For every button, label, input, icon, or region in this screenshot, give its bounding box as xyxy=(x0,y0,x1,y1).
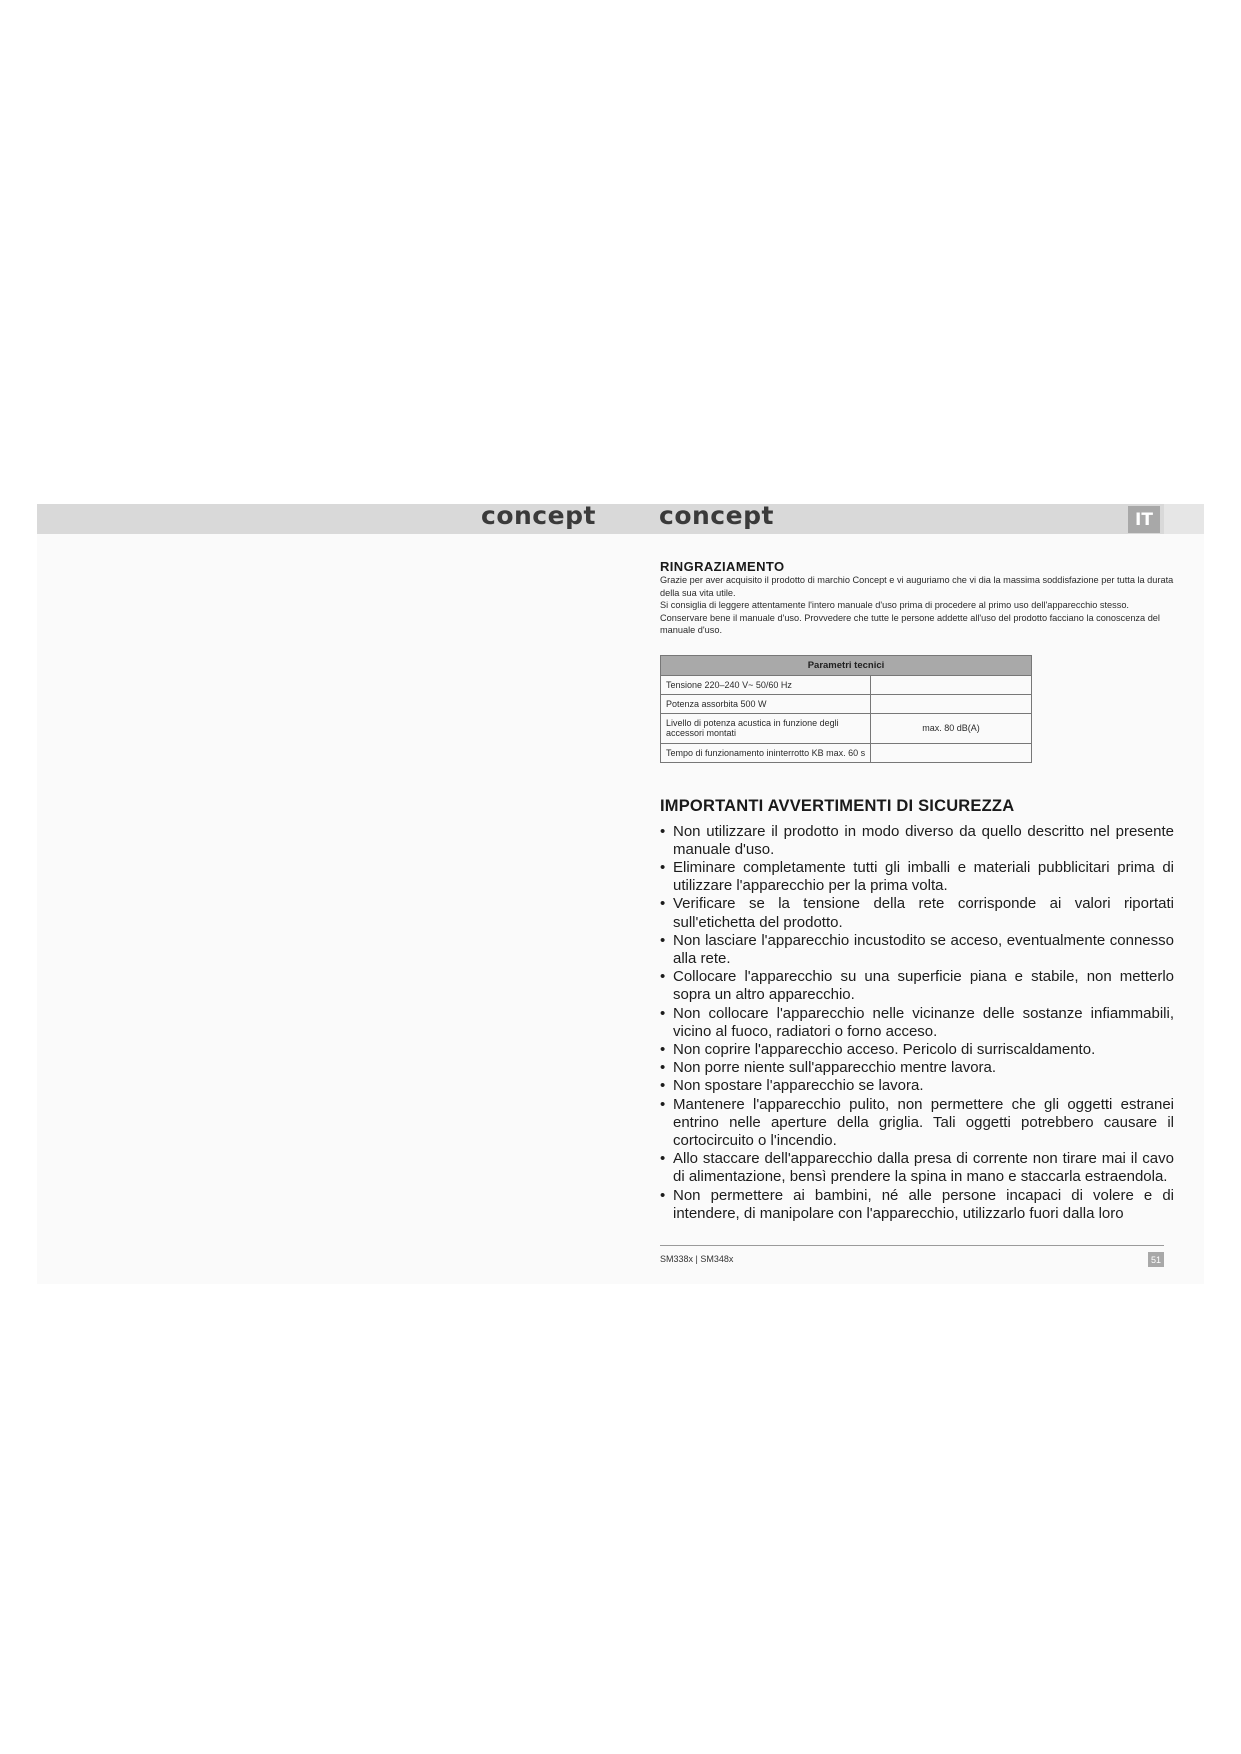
spec-value: max. 80 dB(A) xyxy=(871,713,1032,743)
table-row xyxy=(661,694,1032,713)
spec-label: Tempo di funzionamento ininterrotto KB max. 60 s xyxy=(661,743,871,762)
list-item: • Verificare se la tensione della rete corrisponde ai valori riportati sull'etichetta del prodotto. xyxy=(660,895,1174,931)
table-row xyxy=(661,743,1032,762)
spec-value xyxy=(871,743,1032,762)
list-item: • Non porre niente sull'apparecchio mentre lavora. xyxy=(660,1059,1174,1077)
spec-value xyxy=(871,694,1032,713)
safety-list xyxy=(660,823,1174,1223)
header-tab xyxy=(1164,504,1204,534)
safety-title: IMPORTANTI AVVERTIMENTI DI SICUREZZA xyxy=(660,796,1015,815)
table-row xyxy=(661,713,1032,743)
list-item: • Allo staccare dell'apparecchio dalla presa di corrente non tirare mai il cavo di alimentazione, bensì prendere la spina in mano e staccarla estraendola. xyxy=(660,1150,1174,1186)
list-item: • Collocare l'apparecchio su una superficie piana e stabile, non metterlo sopra un altro apparecchio. xyxy=(660,968,1174,1004)
page-number: 51 xyxy=(1148,1252,1164,1267)
table-row xyxy=(661,675,1032,694)
list-item: • Eliminare completamente tutti gli imballi e materiali pubblicitari prima di utilizzare l'apparecchio per la prima volta. xyxy=(660,859,1174,895)
list-item: • Non utilizzare il prodotto in modo diverso da quello descritto nel presente manuale d'uso. xyxy=(660,823,1174,859)
spec-label: Livello di potenza acustica in funzione degli accessori montati xyxy=(661,713,871,743)
spec-label: Tensione 220–240 V~ 50/60 Hz xyxy=(661,675,871,694)
thanks-title: RINGRAZIAMENTO xyxy=(660,559,785,574)
header-bar xyxy=(37,504,1204,534)
specs-table-header: Parametri tecnici xyxy=(661,655,1032,675)
footer-divider xyxy=(660,1245,1164,1246)
brand-logo-left: concept xyxy=(481,501,596,530)
spec-value xyxy=(871,675,1032,694)
language-badge: IT xyxy=(1128,506,1160,533)
footer-model: SM338x | SM348x xyxy=(660,1254,734,1264)
list-item: • Non spostare l'apparecchio se lavora. xyxy=(660,1077,1174,1095)
list-item: • Mantenere l'apparecchio pulito, non permettere che gli oggetti estranei entrino nelle aperture della griglia. Tali oggetti potrebbero causare il cortocircuito o l'incendio. xyxy=(660,1096,1174,1151)
specs-table xyxy=(660,655,1032,763)
list-item: • Non coprire l'apparecchio acceso. Pericolo di surriscaldamento. xyxy=(660,1041,1174,1059)
list-item: • Non lasciare l'apparecchio incustodito se acceso, eventualmente connesso alla rete. xyxy=(660,932,1174,968)
thanks-paragraph: Grazie per aver acquisito il prodotto di marchio Concept e vi auguriamo che vi dia la massima soddisfazione per tutta la durata della sua vita utile. xyxy=(660,575,1174,598)
spec-label: Potenza assorbita 500 W xyxy=(661,694,871,713)
list-item: • Non collocare l'apparecchio nelle vicinanze delle sostanze infiammabili, vicino al fuoco, radiatori o forno acceso. xyxy=(660,1005,1174,1041)
brand-logo-right: concept xyxy=(659,501,774,530)
page-content xyxy=(660,559,1174,1223)
list-item: • Non permettere ai bambini, né alle persone incapaci di volere e di intendere, di manipolare con l'apparecchio, utilizzarlo fuori dalla loro xyxy=(660,1187,1174,1223)
thanks-paragraph: Si consiglia di leggere attentamente l'intero manuale d'uso prima di procedere al primo uso dell'apparecchio stesso. Conservare bene il manuale d'uso. Provvedere che tutte le persone addette all'uso del prodotto facciano la conoscenza del manuale d'uso. xyxy=(660,600,1160,635)
